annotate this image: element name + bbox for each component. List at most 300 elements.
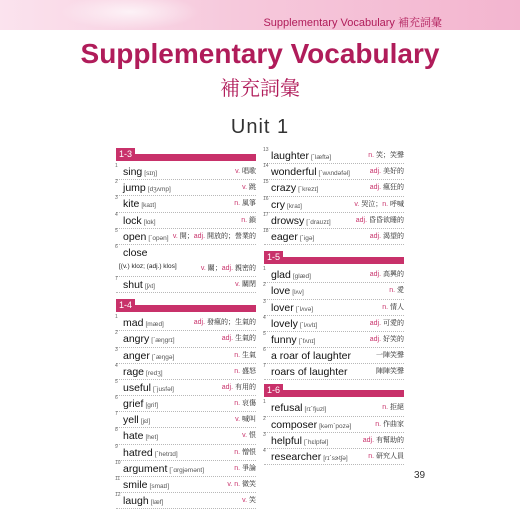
right-column (264, 148, 404, 465)
part-of-speech: adj. (369, 232, 382, 240)
vocab-entry (116, 428, 256, 444)
entry-word-group (271, 402, 326, 416)
entry-pronunciation: [ˋlæftə] (310, 154, 332, 161)
vocab-entry (264, 449, 404, 465)
vocab-entry (264, 229, 404, 245)
section-1-4 (115, 300, 256, 509)
vocab-entry (264, 417, 404, 433)
entry-word: laugh (123, 495, 149, 508)
running-head: Supplementary Vocabulary 補充詞彙 (263, 17, 442, 29)
entry-definition (234, 448, 256, 458)
definition-text: 開放的；營業的 (207, 232, 256, 240)
definition-text: 爭論 (242, 464, 256, 472)
entry-definition (389, 286, 404, 296)
entry-word-group (123, 350, 174, 364)
entry-number: 17 (263, 211, 269, 218)
entry-pronunciation: [dʒʌmp] (147, 186, 171, 194)
entry-word: researcher (271, 451, 322, 463)
definition-text: 跳 (249, 184, 256, 192)
entry-definition (222, 334, 256, 344)
definition-text: 恨 (249, 432, 256, 440)
definition-text: 一陣笑聲 (376, 352, 404, 360)
entry-word-group (271, 366, 347, 378)
section-1-6 (263, 385, 404, 465)
entry-definition (234, 351, 256, 361)
definition-text: 盛怒 (242, 367, 256, 375)
definition-text: 哭泣； (361, 200, 383, 208)
entry-pronunciation: [ˋhɛlpfəl] (303, 438, 329, 446)
entry-number: 3 (115, 346, 118, 353)
entry-definition (370, 167, 404, 177)
entry-number: 1 (263, 266, 266, 273)
part-of-speech: v. (354, 200, 360, 208)
entry-word-group (271, 150, 331, 164)
definition-text: 有幫助的 (376, 436, 404, 444)
definition-text: 呼喊 (390, 200, 404, 208)
entry-number: 5 (115, 227, 118, 234)
entry-word: jump (123, 182, 146, 195)
entry-word-group (123, 479, 169, 493)
vocab-entry (264, 332, 404, 348)
entry-number: 7 (115, 275, 118, 282)
section-label: 1-5 (264, 251, 283, 264)
definition-text: 風箏 (242, 200, 256, 208)
entry-word: grief (123, 398, 144, 411)
entry-pronunciation: [sɪŋ] (144, 170, 158, 177)
entry-word-group (271, 231, 314, 245)
part-of-speech: n. (234, 464, 241, 472)
entry-word: argument (123, 462, 168, 475)
vocab-entry (116, 315, 256, 331)
entry-word-group (271, 302, 313, 316)
definition-text: 好笑的 (383, 335, 404, 343)
entry-word-group (123, 495, 163, 509)
part-of-speech: v. (200, 264, 206, 272)
part-of-speech: v. (242, 432, 248, 440)
entry-definition (201, 264, 256, 274)
entry-number: 2 (263, 415, 266, 422)
entry-pronunciation: [jɛl] (140, 418, 151, 426)
entry-definition (222, 383, 256, 393)
entry-number: 18 (263, 227, 269, 234)
entry-word-group (123, 333, 175, 347)
entry-pronunciation: [ˋlʌvlɪ] (299, 321, 318, 329)
entry-number: 9 (115, 443, 118, 450)
entry-definition (241, 216, 256, 226)
entry-definition (376, 351, 404, 361)
entry-pronunciation: [glæd] (292, 273, 311, 281)
definition-text: 昏昏欲睡的 (369, 216, 404, 224)
entry-word: hatred (123, 446, 153, 459)
vocab-entry (116, 164, 256, 180)
entry-pronunciation: [ˋhetrɪd] (154, 450, 178, 458)
entry-word-group (123, 231, 169, 245)
entry-word-group (271, 182, 318, 196)
part-of-speech: n. (241, 216, 248, 224)
entry-word: lovely (271, 317, 298, 330)
definition-text: 有用的 (235, 383, 256, 391)
entry-pronunciation: [ˋigə] (299, 234, 315, 242)
entry-word: funny (271, 333, 297, 346)
part-of-speech: adj. (369, 319, 382, 327)
entry-word: lock (123, 214, 142, 227)
section-bar (264, 385, 404, 397)
entry-word: smile (123, 479, 148, 491)
entry-number: 12 (115, 492, 121, 499)
section-bar (264, 252, 404, 264)
entry-word: helpful (271, 434, 302, 447)
entry-number: 2 (263, 282, 266, 289)
definition-text: 憎恨 (242, 448, 256, 456)
entry-word: roars of laughter (271, 366, 348, 379)
definition-text: 美好的 (383, 168, 404, 176)
vocab-entry (116, 229, 256, 245)
entry-word-group (123, 463, 204, 477)
unit-heading: Unit 1 (230, 116, 290, 138)
entry-pronunciation: [ˋwʌndəfəl] (318, 170, 350, 178)
entry-definition (363, 436, 404, 446)
definition-text: 發瘋的；生氣的 (207, 319, 256, 327)
entry-word: kite (123, 198, 140, 211)
entry-number: 6 (263, 347, 266, 354)
definition-text: 高興的 (383, 271, 404, 279)
page-number: 39 (414, 470, 426, 481)
entry-pronunciation: [rɪˋfjuzl] (304, 406, 327, 414)
entry-number: 5 (263, 330, 266, 337)
entry-pronunciation: [læf] (150, 499, 164, 507)
part-of-speech: n. (368, 453, 375, 460)
part-of-speech: v. (235, 416, 241, 424)
part-of-speech: n. (382, 404, 389, 412)
entry-word-group (123, 215, 156, 229)
entry-number: 1 (115, 163, 118, 169)
entry-number: 4 (263, 314, 266, 321)
entry-definition (356, 216, 404, 226)
entry-pronunciation: [redʒ] (146, 369, 163, 377)
definition-text: 哀傷 (242, 400, 256, 408)
part-of-speech: n. (234, 400, 241, 408)
entry-word: lover (271, 301, 294, 314)
vocab-entry (264, 433, 404, 449)
entry-number: 1 (115, 314, 118, 321)
part-of-speech: v. (172, 232, 178, 240)
vocab-entry (116, 180, 256, 196)
entry-definition (234, 464, 256, 474)
vocab-entry (116, 245, 256, 277)
entry-word: glad (271, 269, 291, 282)
definition-text: 生氣 (242, 351, 256, 359)
part-of-speech: n. (234, 367, 241, 375)
entry-word-group (271, 215, 331, 229)
entry-number: 7 (115, 411, 118, 418)
entry-pronunciation: [ʃʌt] (144, 282, 155, 290)
vocab-entry (116, 380, 256, 396)
part-of-speech: adj. (193, 319, 206, 327)
entry-pronunciation: [rɪˋsɝtʃə] (323, 455, 348, 462)
entry-definition (173, 232, 256, 242)
part-of-speech: v. (242, 184, 248, 192)
entry-pronunciation: [ˋkrezɪ] (298, 186, 319, 194)
page-title: Supplementary Vocabulary (80, 38, 440, 69)
part-of-speech: n. (368, 152, 375, 159)
vocab-entry (116, 477, 256, 493)
section-bar (116, 300, 256, 312)
entry-definition (235, 415, 256, 425)
entry-word-group (271, 334, 315, 348)
entry-word-group (123, 382, 174, 396)
part-of-speech: n. (382, 303, 389, 311)
vocab-entry (116, 196, 256, 212)
entry-word: yell (123, 414, 139, 427)
entry-definition (368, 452, 404, 462)
left-column (115, 149, 256, 509)
entry-word-group (271, 451, 348, 465)
entry-word-group (123, 247, 148, 259)
entry-number: 3 (263, 298, 266, 305)
entry-definition (370, 183, 404, 193)
entry-word-group (271, 285, 304, 299)
definition-text: 生氣的 (235, 335, 256, 343)
entry-pronunciation: [ˋdraʊzɪ] (306, 218, 331, 226)
vocab-entry (264, 348, 404, 364)
entry-definition (370, 270, 404, 280)
entry-definition (242, 496, 256, 506)
definition-text: 關閉 (242, 280, 256, 288)
entry-word: anger (123, 349, 150, 362)
entry-pronunciation: [lʌv] (292, 289, 304, 297)
entry-word: useful (123, 381, 152, 394)
entry-definition (194, 318, 256, 328)
entry-word-group (271, 419, 351, 433)
entry-word-group (271, 269, 311, 283)
entry-pronunciation: [ˋɑrgjəmənt] (169, 466, 205, 474)
entry-definition (227, 480, 256, 490)
entry-word: composer (271, 418, 318, 431)
entry-number: 3 (115, 195, 118, 202)
part-of-speech: adj. (369, 335, 382, 343)
entry-number: 14 (263, 163, 269, 170)
entry-pronunciation: [ˋopən] (148, 234, 169, 242)
entry-number: 4 (263, 448, 266, 454)
entry-definition (382, 403, 404, 413)
entry-number: 1 (263, 399, 266, 406)
entry-pronunciation: [kəmˋpozə] (319, 422, 352, 430)
entry-word-group (123, 279, 155, 293)
part-of-speech: adj. (362, 436, 375, 444)
entry-pronunciation: [ˋjusfəl] (153, 385, 174, 393)
entry-number: 6 (115, 395, 118, 402)
entry-number: 2 (115, 179, 118, 186)
entry-pronunciation: [kaɪt] (141, 202, 156, 210)
entry-word: crazy (271, 182, 297, 195)
page-subtitle: 補充詞彙 (220, 78, 300, 100)
entry-definition (370, 232, 404, 242)
entry-pronunciation: [grif] (145, 402, 159, 410)
entry-word-group (123, 366, 163, 380)
entry-number: 4 (115, 211, 118, 218)
definition-text: 唱歌 (242, 168, 256, 175)
entry-number: 5 (115, 378, 118, 385)
entry-number: 2 (115, 330, 118, 337)
entry-word-group (123, 447, 178, 461)
entry-word: mad (123, 317, 144, 330)
entry-word-group (123, 182, 171, 196)
entry-word-group (271, 199, 302, 213)
entry-word: close (123, 246, 148, 259)
vocab-entry (264, 300, 404, 316)
entry-pronunciation: [lɑk] (143, 218, 156, 226)
definition-text: 可愛的 (383, 319, 404, 327)
entry-number: 3 (263, 431, 266, 438)
entry-word: hate (123, 430, 144, 443)
definition-text: 愛 (397, 287, 404, 295)
entry-pronunciation: [kraɪ] (287, 202, 302, 210)
entry-word-group (271, 350, 351, 362)
entry-definition (235, 167, 256, 177)
vocab-entry (264, 283, 404, 299)
definition-text: 笑；笑聲 (376, 152, 404, 159)
entry-word-group (123, 398, 158, 412)
entry-word: a roar of laughter (271, 350, 351, 363)
section-label: 1-6 (264, 384, 283, 397)
entry-number: 7 (263, 363, 266, 370)
entry-word: wonderful (271, 166, 317, 179)
entry-definition (242, 183, 256, 193)
entry-word: refusal (271, 402, 303, 415)
entry-word: sing (123, 166, 143, 178)
part-of-speech: adj. (369, 271, 382, 279)
vocab-entry (116, 277, 256, 293)
part-of-speech: adj. (221, 335, 234, 343)
definition-text: 笑 (249, 497, 256, 505)
entry-word: laughter (271, 150, 309, 162)
entry-word-group (123, 430, 158, 444)
entry-definition (370, 335, 404, 345)
entry-pronunciation: [ˋfʌnɪ] (298, 337, 316, 345)
definition-text: 陣陣笑聲 (376, 368, 404, 376)
entry-pronunciation: [mæd] (145, 321, 164, 329)
entry-number: 8 (115, 427, 118, 434)
definition-text: 喊叫 (242, 416, 256, 424)
part-of-speech: v. n. (227, 481, 241, 488)
entry-definition (235, 280, 256, 290)
part-of-speech: adj. (369, 184, 382, 192)
part-of-speech: n. (375, 420, 382, 428)
definition-text: 親密的 (235, 264, 256, 272)
vocab-entry (264, 148, 404, 164)
part-of-speech: adj. (221, 264, 234, 272)
entry-word: eager (271, 230, 298, 243)
entry-number: 15 (263, 179, 269, 186)
vocab-entry (264, 180, 404, 196)
entry-pronunciation: [ˋæŋgə] (151, 353, 175, 361)
entry-word-group (123, 198, 156, 212)
entry-word-group (271, 435, 328, 449)
entry-word: angry (123, 333, 150, 346)
entry-definition (234, 399, 256, 409)
definition-text: 瘋狂的 (383, 184, 404, 192)
section-label: 1-3 (116, 148, 135, 161)
definition-text: 情人 (390, 303, 404, 311)
section-label: 1-4 (116, 299, 135, 312)
entry-word-group (271, 166, 350, 180)
vocab-entry (116, 348, 256, 364)
entry-pronunciation: [smaɪl] (149, 483, 170, 490)
entry-pronunciation: [ˋæŋgrɪ] (151, 337, 175, 345)
header-band (0, 0, 520, 30)
definition-text: 微笑 (242, 481, 256, 488)
entry-word-group (123, 166, 157, 180)
vocab-entry (116, 493, 256, 509)
entry-definition (234, 199, 256, 209)
definition-text: 關； (207, 264, 222, 272)
section-1-5 (263, 252, 404, 380)
vocab-entry (264, 400, 404, 416)
vocab-entry (264, 364, 404, 380)
section-1-4-continued (264, 148, 404, 245)
vocab-entry (264, 267, 404, 283)
definition-text: 作曲家 (383, 420, 404, 428)
entry-number: 4 (115, 362, 118, 369)
section-bar (116, 149, 256, 161)
part-of-speech: adj. (369, 168, 382, 176)
entry-word: rage (123, 365, 145, 378)
part-of-speech: v. (235, 280, 241, 288)
vocab-entry (116, 213, 256, 229)
vocab-entry (116, 445, 256, 461)
vocab-entry (264, 197, 404, 213)
entry-word-group (123, 414, 150, 428)
entry-definition (234, 367, 256, 377)
vocab-entry (264, 316, 404, 332)
part-of-speech: adj. (193, 232, 206, 240)
entry-word: love (271, 285, 291, 298)
definition-text: 拒絕 (390, 404, 404, 412)
entry-word: cry (271, 198, 285, 211)
entry-word: drowsy (271, 214, 305, 227)
entry-number: 10 (115, 459, 121, 466)
part-of-speech: n. (382, 200, 389, 208)
entry-number: 13 (263, 147, 269, 153)
entry-number: 11 (115, 476, 121, 482)
definition-text: 鎖 (249, 216, 256, 224)
entry-word: shut (123, 278, 143, 291)
entry-definition (354, 200, 404, 210)
part-of-speech: v. (242, 497, 248, 505)
entry-definition (375, 420, 404, 430)
vocab-entry (264, 164, 404, 180)
part-of-speech: adj. (355, 216, 368, 224)
section-1-3 (115, 149, 256, 293)
entry-definition (370, 319, 404, 329)
entry-word-group (271, 318, 317, 332)
part-of-speech: n. (389, 287, 396, 295)
vocab-entry (116, 461, 256, 477)
entry-word-group (123, 317, 164, 331)
entry-number: 6 (115, 243, 118, 250)
entry-word: open (123, 230, 147, 243)
entry-definition (242, 431, 256, 441)
part-of-speech: v. (235, 168, 241, 175)
part-of-speech: n. (234, 200, 241, 208)
entry-number: 16 (263, 195, 269, 202)
definition-text: 開； (179, 232, 194, 240)
vocab-entry (116, 331, 256, 347)
part-of-speech: n. (234, 448, 241, 456)
entry-definition (376, 367, 404, 377)
vocab-entry (264, 213, 404, 229)
entry-definition (382, 303, 404, 313)
